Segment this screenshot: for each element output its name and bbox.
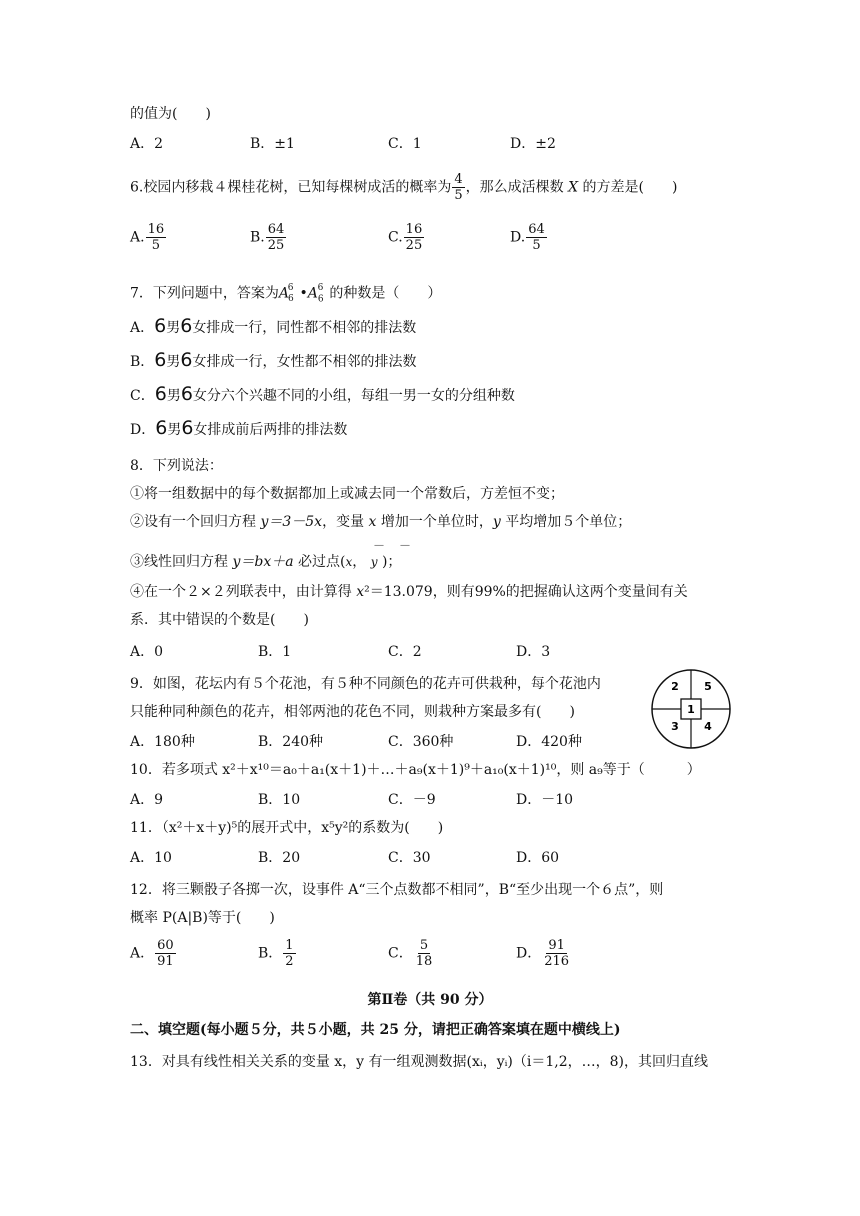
q8-ybar-overline: — — [400, 540, 410, 551]
q11-option-c: C．30 — [388, 850, 431, 866]
pool-label-4: 4 — [704, 720, 712, 733]
q13-stem: 13．对具有线性相关关系的变量 x，y 有一组观测数据(xᵢ，yᵢ)（i＝1,2，…，8)，其回归直线 — [130, 1054, 708, 1070]
q8-statement-1: ①将一组数据中的每个数据都加上或减去同一个常数后，方差恒不变； — [130, 486, 564, 502]
q11-stem: 11．（x²＋x＋y)⁵的展开式中，x⁵y²的系数为( ) — [130, 820, 444, 836]
q8-option-b: B．1 — [258, 644, 292, 660]
q11-option-b: B．20 — [258, 850, 301, 866]
q11-option-a: A．10 — [130, 850, 172, 866]
section-2-heading: 二、填空题(每小题５分，共５小题，共 25 分，请把正确答案填在题中横线上) — [130, 1022, 621, 1038]
q7-option-d: D．6男6女排成前后两排的排法数 — [130, 417, 348, 439]
q6-probability-fraction: $\frac{4}{5}$ — [454, 172, 463, 203]
q9-option-a: A．180种 — [130, 734, 195, 750]
q10-option-a: A．9 — [130, 792, 164, 808]
q8-statement-4: ④在一个２×２列联表中，由计算得 x²＝13.079，则有99%的把握确认这两个变量间有关 — [130, 584, 688, 600]
q6-option-d: D. $\frac{64}{5}$ — [510, 222, 545, 253]
flower-bed-figure — [650, 668, 732, 750]
q8-xbar-overline: — — [374, 540, 384, 551]
q10-option-c: C．－9 — [388, 792, 436, 808]
q7-option-a: A．6男6女排成一行，同性都不相邻的排法数 — [130, 315, 417, 337]
q9-option-c: C．360种 — [388, 734, 454, 750]
q5-option-c: C．1 — [388, 136, 422, 152]
q7-option-c: C．6男6女分六个兴趣不同的小组，每组一男一女的分组种数 — [130, 383, 515, 405]
q10-option-d: D．－10 — [516, 792, 574, 808]
q8-statement-4-cont: 系．其中错误的个数是( ) — [130, 612, 309, 628]
q5-option-a: A．2 — [130, 136, 164, 152]
q5-tail: 的值为( ) — [130, 106, 211, 122]
q8-option-a: A．0 — [130, 644, 164, 660]
q12-option-a: A． $\frac{60}{91}$ — [130, 938, 174, 969]
q6-option-a: A. $\frac{16}{5}$ — [130, 222, 165, 253]
section-2-title: 第Ⅱ卷（共 90 分） — [367, 992, 493, 1008]
q6-option-c: C. $\frac{16}{25}$ — [388, 222, 423, 253]
q9-stem-line-2: 只能种同种颜色的花卉，相邻两池的花色不同，则栽种方案最多有( ) — [130, 704, 575, 720]
q10-stem: 10．若多项式 x²＋x¹⁰＝a₀＋a₁(x＋1)＋…＋a₉(x＋1)⁹＋a₁₀(x＋1)¹⁰，则 a₉等于（ ） — [130, 762, 701, 778]
pool-label-5: 5 — [704, 680, 712, 693]
q8-statement-2: ②设有一个回归方程 y＝3－5x，变量 x 增加一个单位时，y 平均增加５个单位； — [130, 514, 632, 530]
q7-option-b: B．6男6女排成一行，女性都不相邻的排法数 — [130, 349, 417, 371]
q6-option-b: B. $\frac{64}{25}$ — [250, 222, 285, 253]
q12-option-d: D． $\frac{91}{216}$ — [516, 938, 570, 969]
q9-option-b: B．240种 — [258, 734, 324, 750]
q10-option-b: B．10 — [258, 792, 301, 808]
q8-option-d: D．3 — [516, 644, 551, 660]
q6-stem: 6.校园内移栽４棵桂花树，已知每棵树成活的概率为 $\frac{4}{5}$ ，那么成活棵数 X 的方差是( ) — [130, 172, 678, 203]
q5-option-b: B．±1 — [250, 136, 295, 152]
q12-option-c: C． $\frac{5}{18}$ — [388, 938, 433, 969]
q12-stem-line-2: 概率 P(A|B)等于( ) — [130, 910, 275, 926]
pool-label-3: 3 — [671, 720, 679, 733]
q8-option-c: C．2 — [388, 644, 422, 660]
q12-stem-line-1: 12．将三颗骰子各掷一次，设事件 A“三个点数都不相同”，B“至少出现一个６点”，则 — [130, 882, 664, 898]
q8-head: 8．下列说法： — [130, 458, 223, 474]
pool-label-2: 2 — [671, 680, 679, 693]
q7-stem: 7．下列问题中，答案为$A_6^6$ $•A_6^6$ 的种数是（ ） — [130, 283, 442, 305]
pool-label-1: 1 — [687, 703, 695, 716]
q12-option-b: B． $\frac{1}{2}$ — [258, 938, 294, 969]
q9-option-d: D．420种 — [516, 734, 582, 750]
q5-option-d: D．±2 — [510, 136, 556, 152]
q8-statement-3: ③线性回归方程 y＝bx＋a 必过点(x， y )； — [130, 554, 402, 570]
q9-stem-line-1: 9．如图，花坛内有５个花池，有５种不同颜色的花卉可供栽种，每个花池内 — [130, 676, 601, 692]
q11-option-d: D．60 — [516, 850, 560, 866]
